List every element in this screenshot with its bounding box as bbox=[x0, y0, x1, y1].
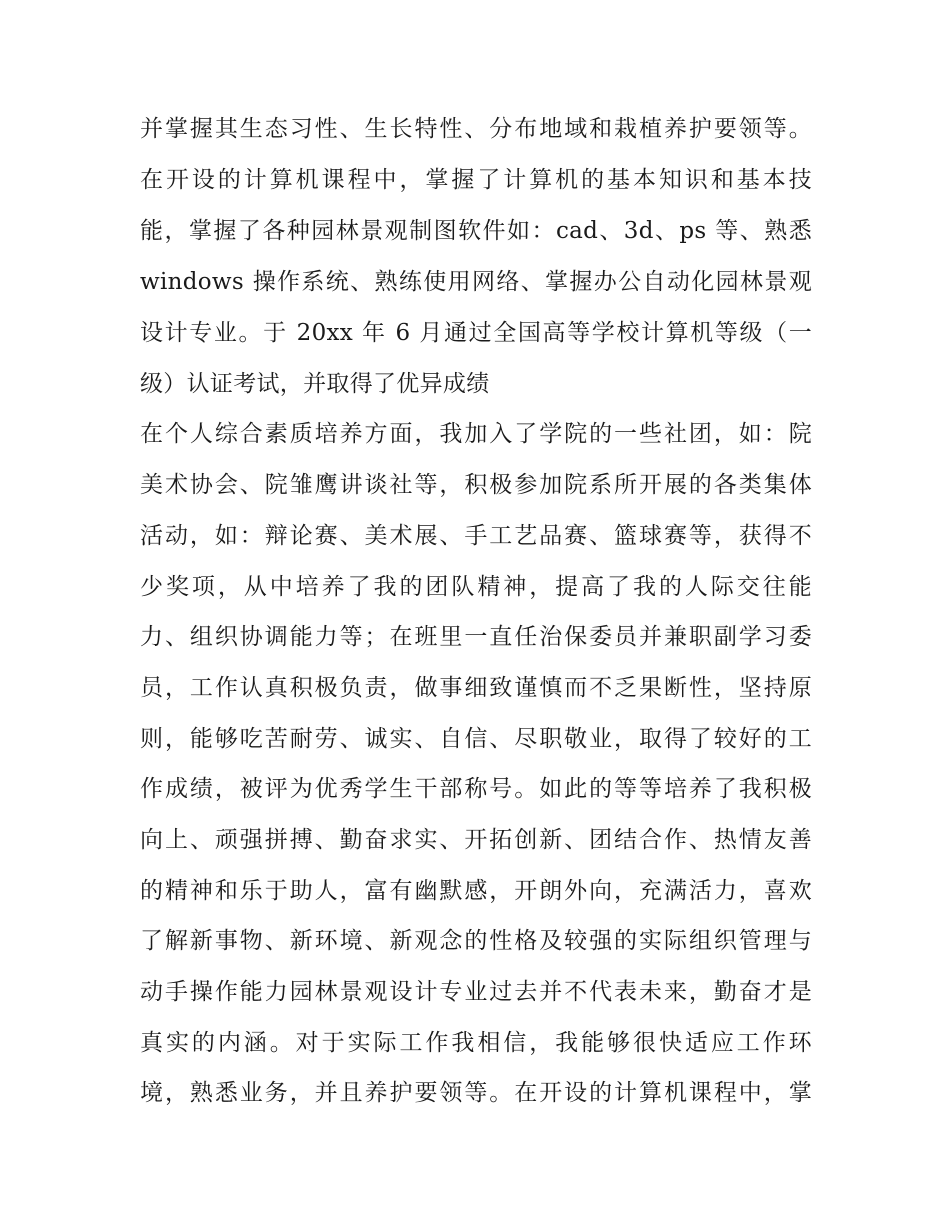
text-line: 级）认证考试，并取得了优异成绩 bbox=[140, 371, 490, 397]
text-line: 少奖项，从中培养了我的团队精神，提高了我的人际交往能 bbox=[140, 574, 812, 600]
text-line: 员，工作认真积极负责，做事细致谨慎而不乏果断性，坚持原 bbox=[140, 675, 812, 701]
text-line: 并掌握其生态习性、生长特性、分布地域和栽植养护要领等。 bbox=[140, 116, 812, 142]
text-line: 了解新事物、新环境、新观念的性格及较强的实际组织管理与 bbox=[140, 928, 812, 954]
text-line: 力、组织协调能力等；在班里一直任治保委员并兼职副学习委 bbox=[140, 624, 812, 650]
text-line: 活动，如：辩论赛、美术展、手工艺品赛、篮球赛等，获得不 bbox=[140, 523, 812, 549]
text-line: 设计专业。于 20xx 年 6 月通过全国高等学校计算机等级（一 bbox=[140, 320, 812, 346]
text-line: 的精神和乐于助人，富有幽默感，开朗外向，充满活力，喜欢 bbox=[140, 878, 812, 904]
text-line: 境，熟悉业务，并且养护要领等。在开设的计算机课程中，掌 bbox=[140, 1080, 812, 1106]
text-line: 美术协会、院雏鹰讲谈社等，积极参加院系所开展的各类集体 bbox=[140, 472, 812, 498]
text-line: 在开设的计算机课程中，掌握了计算机的基本知识和基本技 bbox=[140, 167, 812, 193]
text-line: 向上、顽强拼搏、勤奋求实、开拓创新、团结合作、热情友善 bbox=[140, 827, 812, 853]
text-line: 在个人综合素质培养方面，我加入了学院的一些社团，如：院 bbox=[140, 421, 812, 447]
text-line: 真实的内涵。对于实际工作我相信，我能够很快适应工作环 bbox=[140, 1030, 812, 1056]
text-line: windows 操作系统、熟练使用网络、掌握办公自动化园林景观 bbox=[140, 269, 812, 295]
text-line: 作成绩，被评为优秀学生干部称号。如此的等等培养了我积极 bbox=[140, 776, 812, 802]
text-line: 动手操作能力园林景观设计专业过去并不代表未来，勤奋才是 bbox=[140, 979, 812, 1005]
text-line: 能，掌握了各种园林景观制图软件如：cad、3d、ps 等、熟悉 bbox=[140, 218, 812, 244]
text-line: 则，能够吃苦耐劳、诚实、自信、尽职敬业，取得了较好的工 bbox=[140, 726, 812, 752]
